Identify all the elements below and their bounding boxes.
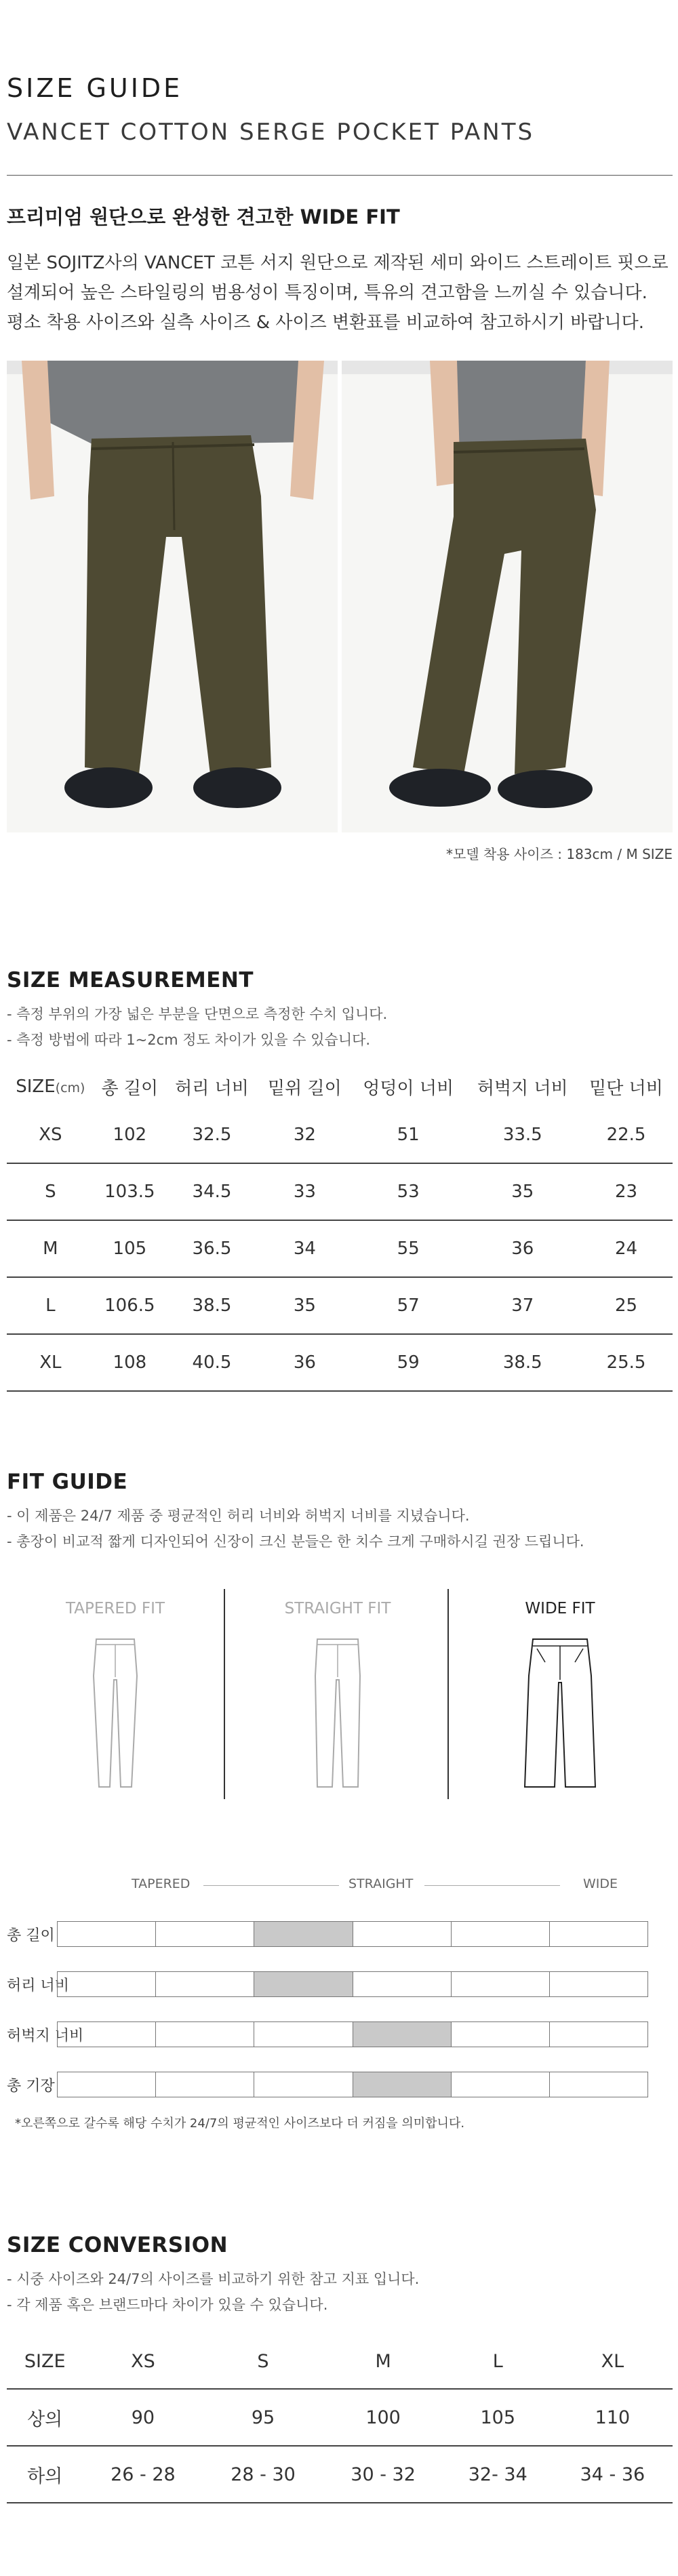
measurement-cell: 108	[94, 1334, 165, 1391]
column-header: 밑위 길이	[268, 1078, 342, 1099]
scale-line	[203, 1885, 339, 1886]
fit-bar-segment	[254, 2022, 353, 2047]
column-header: S	[203, 2335, 323, 2389]
fit-bar-segment	[550, 1922, 647, 1946]
tapered-pants-icon	[81, 1635, 149, 1791]
fit-bar-segment	[156, 1972, 254, 1996]
fit-bar-segment	[156, 2022, 254, 2047]
unit-label: (cm)	[55, 1081, 85, 1095]
fit-bar-segment	[58, 1972, 156, 1996]
measurement-cell: 34.5	[165, 1163, 258, 1220]
intro-description	[7, 248, 678, 338]
scale-line	[424, 1885, 560, 1886]
measurement-cell: 33	[258, 1163, 351, 1220]
column-header: SIZE	[7, 2335, 83, 2389]
column-header: 허벅지 너비	[477, 1078, 568, 1099]
size-column-header	[7, 1067, 94, 1106]
size-measurement-table	[7, 1067, 673, 1392]
fit-guide-title: FIT GUIDE	[7, 1470, 128, 1494]
fit-divider	[224, 1589, 225, 1799]
fit-bar-segment-active	[254, 1972, 353, 1996]
fit-bar-segment	[58, 2072, 156, 2097]
fit-bar-segment	[550, 2072, 647, 2097]
measurement-cell: 25.5	[580, 1334, 673, 1391]
model-photo-side	[342, 361, 673, 832]
fit-bar	[57, 1971, 648, 1997]
measurement-cell: 23	[580, 1163, 673, 1220]
measurement-cell: 59	[351, 1334, 466, 1391]
measurement-cell: 32.5	[165, 1106, 258, 1163]
fit-bar	[57, 1921, 648, 1947]
conversion-cell: 105	[443, 2389, 553, 2446]
size-cell: L	[7, 1277, 94, 1334]
product-name: VANCET COTTON SERGE POCKET PANTS	[7, 119, 535, 146]
scale-label-wide: WIDE	[583, 1876, 618, 1891]
measurement-cell: 33.5	[465, 1106, 580, 1163]
fit-bar-label: 총 길이	[7, 1927, 55, 1944]
scale-label-straight: STRAIGHT	[348, 1876, 414, 1891]
conversion-cell: 100	[323, 2389, 443, 2446]
conversion-cell: 30 - 32	[323, 2446, 443, 2503]
fit-bar-segment-active	[254, 1922, 353, 1946]
conversion-cell: 28 - 30	[203, 2446, 323, 2503]
size-cell: M	[7, 1220, 94, 1277]
fit-bar-segment	[452, 1922, 550, 1946]
intro-line: 평소 착용 사이즈와 실측 사이즈 & 사이즈 변환표를 비교하여 참고하시기 바랍니다.	[7, 313, 645, 333]
measurement-note: - 측정 방법에 따라 1~2cm 정도 차이가 있을 수 있습니다.	[7, 1032, 371, 1048]
wide-pants-icon	[519, 1635, 601, 1791]
fit-bar-label: 허리 너비	[7, 1977, 70, 1994]
measurement-cell: 22.5	[580, 1106, 673, 1163]
column-header: 밑단 너비	[589, 1078, 663, 1099]
conversion-cell: 110	[553, 2389, 673, 2446]
measurement-cell: 53	[351, 1163, 466, 1220]
conversion-note: - 시중 사이즈와 24/7의 사이즈를 비교하기 위한 참고 지표 입니다.	[7, 2271, 420, 2287]
measurement-cell: 36	[258, 1334, 351, 1391]
fit-bar-segment	[550, 1972, 647, 1996]
fit-type-wide	[452, 1600, 669, 1796]
size-cell: S	[7, 1163, 94, 1220]
measurement-cell: 55	[351, 1220, 466, 1277]
column-header: L	[443, 2335, 553, 2389]
fit-bar-segment	[58, 1922, 156, 1946]
measurement-cell: 36	[465, 1220, 580, 1277]
intro-line: 일본 SOJITZ사의 VANCET 코튼 서지 원단으로 제작된 세미 와이드 스트레이트 핏으로	[7, 253, 669, 273]
column-header: XS	[83, 2335, 203, 2389]
conversion-note: - 각 제품 혹은 브랜드마다 차이가 있을 수 있습니다.	[7, 2297, 328, 2313]
fit-note: - 이 제품은 24/7 제품 중 평균적인 허리 너비와 허벅지 너비를 지녔습니다.	[7, 1508, 470, 1524]
garment-type-cell: 하의	[7, 2446, 83, 2503]
fit-bar-segment-active	[353, 2022, 452, 2047]
fit-bar-segment	[452, 2072, 550, 2097]
conversion-cell: 34 - 36	[553, 2446, 673, 2503]
fit-bar-segment-active	[353, 2072, 452, 2097]
measurement-cell: 35	[465, 1163, 580, 1220]
fit-bar-segment	[156, 1922, 254, 1946]
table-row	[7, 1334, 673, 1391]
fit-type-label: STRAIGHT FIT	[284, 1600, 391, 1617]
measurement-cell: 38.5	[165, 1277, 258, 1334]
conversion-cell: 32- 34	[443, 2446, 553, 2503]
conversion-cell: 26 - 28	[83, 2446, 203, 2503]
fit-bar-segment	[550, 2022, 647, 2047]
measurement-cell: 105	[94, 1220, 165, 1277]
measurement-cell: 36.5	[165, 1220, 258, 1277]
size-cell: XS	[7, 1106, 94, 1163]
column-header: M	[323, 2335, 443, 2389]
conversion-title: SIZE CONVERSION	[7, 2233, 228, 2257]
size-label: SIZE	[16, 1076, 56, 1097]
measurement-cell: 32	[258, 1106, 351, 1163]
intro-line: 설계되어 높은 스타일링의 범용성이 특징이며, 특유의 견고함을 느끼실 수 있습니다.	[7, 283, 647, 303]
measurement-cell: 35	[258, 1277, 351, 1334]
fit-bar-segment	[353, 1972, 452, 1996]
model-photo-front	[7, 361, 338, 832]
measurement-title: SIZE MEASUREMENT	[7, 968, 254, 992]
fit-bar	[57, 2072, 648, 2097]
conversion-cell: 95	[203, 2389, 323, 2446]
fit-type-tapered	[7, 1600, 224, 1796]
fit-divider	[447, 1589, 449, 1799]
measurement-cell: 24	[580, 1220, 673, 1277]
fit-footnote: *오른쪽으로 갈수록 해당 수치가 24/7의 평균적인 사이즈보다 더 커짐을 의미합니다.	[15, 2116, 465, 2131]
fit-bar-label: 허벅지 너비	[7, 2028, 84, 2045]
table-row	[7, 2446, 673, 2503]
size-conversion-table	[7, 2335, 673, 2503]
column-header: XL	[553, 2335, 673, 2389]
table-row	[7, 1277, 673, 1334]
measurement-cell: 102	[94, 1106, 165, 1163]
model-size-caption: *모델 착용 사이즈 : 183cm / M SIZE	[445, 846, 673, 862]
header-divider	[7, 175, 673, 176]
conversion-cell: 90	[83, 2389, 203, 2446]
straight-pants-icon	[304, 1635, 372, 1791]
fit-type-straight	[229, 1600, 446, 1796]
fit-bar-label: 총 기장	[7, 2078, 55, 2095]
measurement-note: - 측정 부위의 가장 넓은 부분을 단면으로 측정한 수치 입니다.	[7, 1006, 388, 1022]
fit-bar-segment	[452, 2022, 550, 2047]
page-title: SIZE GUIDE	[7, 73, 183, 103]
fit-note: - 총장이 비교적 짧게 디자인되어 신장이 크신 분들은 한 치수 크게 구매하시길 권장 드립니다.	[7, 1533, 584, 1550]
fit-type-label: TAPERED FIT	[66, 1600, 165, 1617]
measurement-cell: 57	[351, 1277, 466, 1334]
column-header: 허리 너비	[175, 1078, 249, 1099]
garment-type-cell: 상의	[7, 2389, 83, 2446]
measurement-cell: 37	[465, 1277, 580, 1334]
table-row	[7, 1106, 673, 1163]
size-cell: XL	[7, 1334, 94, 1391]
intro-headline: 프리미엄 원단으로 완성한 견고한 WIDE FIT	[7, 205, 400, 228]
fit-type-label-active: WIDE FIT	[525, 1600, 595, 1617]
fit-bar-segment	[452, 1972, 550, 1996]
measurement-cell: 25	[580, 1277, 673, 1334]
fit-bar	[57, 2021, 648, 2047]
table-row	[7, 2389, 673, 2446]
table-row	[7, 1163, 673, 1220]
measurement-cell: 106.5	[94, 1277, 165, 1334]
fit-bar-segment	[58, 2022, 156, 2047]
fit-bar-segment	[156, 2072, 254, 2097]
measurement-cell: 40.5	[165, 1334, 258, 1391]
table-header-row	[7, 2335, 673, 2389]
measurement-cell: 103.5	[94, 1163, 165, 1220]
measurement-cell: 34	[258, 1220, 351, 1277]
fit-bar-segment	[353, 1922, 452, 1946]
measurement-cell: 38.5	[465, 1334, 580, 1391]
fit-bar-segment	[254, 2072, 353, 2097]
table-header-row	[7, 1067, 673, 1106]
measurement-cell: 51	[351, 1106, 466, 1163]
column-header: 총 길이	[101, 1078, 159, 1099]
table-row	[7, 1220, 673, 1277]
column-header: 엉덩이 너비	[363, 1078, 454, 1099]
scale-label-tapered: TAPERED	[132, 1876, 191, 1891]
